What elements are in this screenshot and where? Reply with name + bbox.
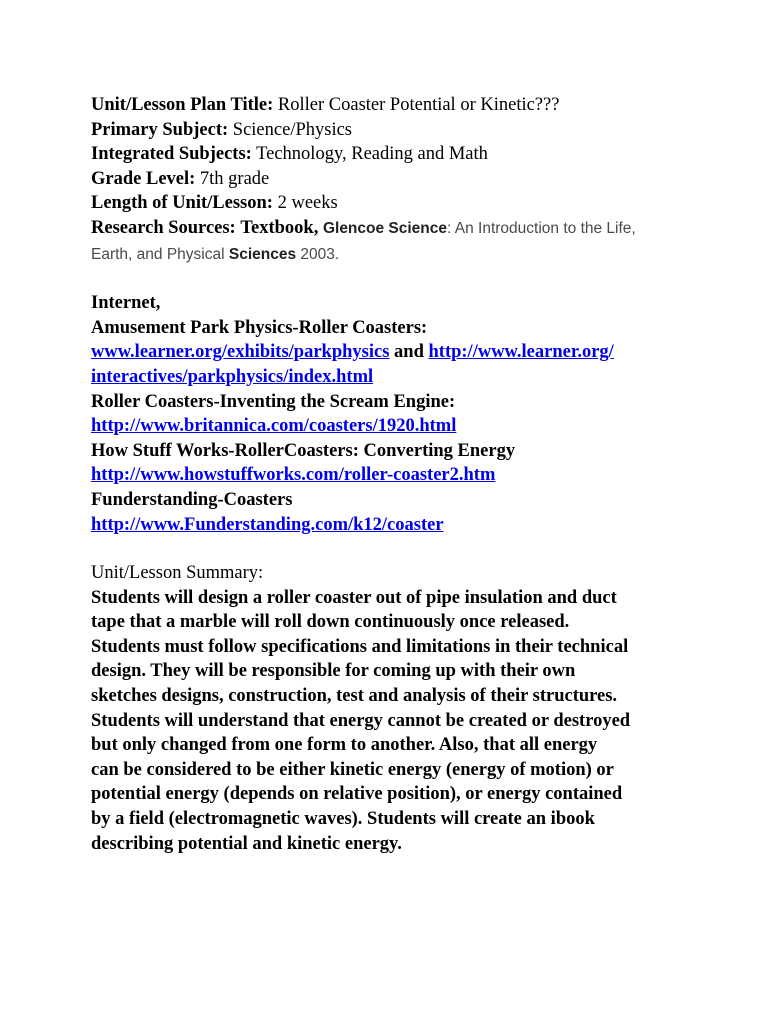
and-text: and: [389, 342, 429, 363]
integrated-subjects-label: Integrated Subjects:: [91, 144, 252, 165]
research-sources-line-2: [91, 242, 751, 268]
scream-engine-title: Roller Coasters-Inventing the Scream Engine:: [91, 391, 456, 412]
research-earth: Earth, and Physical: [91, 245, 229, 263]
length-label: Length of Unit/Lesson:: [91, 193, 273, 214]
summary-line: but only changed from one form to another. Also, that all energy: [91, 735, 598, 756]
howstuffworks-link-line: [91, 463, 751, 488]
integrated-subjects-value: Technology, Reading and Math: [256, 144, 488, 165]
primary-subject-value: Science/Physics: [232, 119, 352, 140]
funderstanding-title: Funderstanding-Coasters: [91, 489, 293, 510]
research-sources-line: [91, 216, 751, 242]
amusement-park-title: Amusement Park Physics-Roller Coasters:: [91, 317, 428, 338]
document-content: [91, 93, 751, 856]
grade-level-label: Grade Level:: [91, 168, 196, 189]
grade-level-value: 7th grade: [199, 168, 270, 189]
funderstanding-link-line: [91, 513, 751, 538]
internet-heading: Internet,: [91, 293, 161, 314]
research-glencoe: Glencoe Science: [322, 219, 448, 237]
amusement-park-links-line: [91, 340, 751, 365]
britannica-link-line: [91, 414, 751, 439]
research-intro: : An Introduction to the Life,: [447, 219, 636, 237]
research-year: 2003.: [296, 245, 340, 263]
amusement-park-links-line-2: [91, 365, 751, 390]
summary-heading: Unit/Lesson Summary:: [91, 563, 264, 584]
learner-exhibits-link[interactable]: www.learner.org/exhibits/parkphysics: [91, 342, 390, 363]
summary-line: Students will design a roller coaster out of pipe insulation and duct: [91, 587, 617, 608]
spacer: [91, 267, 751, 291]
summary-line: describing potential and kinetic energy.: [91, 833, 402, 854]
research-sources-label: Research Sources:: [91, 217, 236, 238]
summary-line: tape that a marble will roll down continuously once released.: [91, 612, 570, 633]
grade-level-line: [91, 167, 751, 192]
title-value: Roller Coaster Potential or Kinetic???: [277, 95, 560, 115]
summary-line: can be considered to be either kinetic energy (energy of motion) or: [91, 759, 614, 780]
learner-interactives-link-cont[interactable]: interactives/parkphysics/index.html: [91, 366, 374, 387]
spacer: [91, 537, 751, 561]
length-value: 2 weeks: [277, 193, 338, 214]
research-textbook: Textbook,: [240, 217, 319, 238]
length-line: [91, 191, 751, 216]
primary-subject-line: [91, 118, 751, 143]
integrated-subjects-line: [91, 142, 751, 167]
howstuffworks-title: How Stuff Works-RollerCoasters: Converting Energy: [91, 440, 516, 461]
primary-subject-label: Primary Subject:: [91, 119, 229, 140]
summary-line: by a field (electromagnetic waves). Students will create an ibook: [91, 809, 595, 830]
summary-line: potential energy (depends on relative position), or energy contained: [91, 784, 623, 805]
summary-line: Students will understand that energy cannot be created or destroyed: [91, 710, 631, 731]
summary-line: Students must follow specifications and limitations in their technical: [91, 636, 629, 657]
funderstanding-link[interactable]: http://www.Funderstanding.com/k12/coaster: [91, 514, 444, 535]
summary-line: design. They will be responsible for coming up with their own: [91, 661, 576, 682]
summary-line: sketches designs, construction, test and analysis of their structures.: [91, 686, 618, 707]
howstuffworks-link[interactable]: http://www.howstuffworks.com/roller-coaster2.htm: [91, 465, 496, 486]
title-label: Unit/Lesson Plan Title:: [91, 95, 274, 115]
britannica-link[interactable]: http://www.britannica.com/coasters/1920.html: [91, 416, 457, 437]
title-line: [91, 93, 751, 118]
summary-body: [91, 586, 681, 857]
research-sciences: Sciences: [228, 245, 297, 263]
learner-interactives-link[interactable]: http://www.learner.org/: [428, 342, 614, 363]
